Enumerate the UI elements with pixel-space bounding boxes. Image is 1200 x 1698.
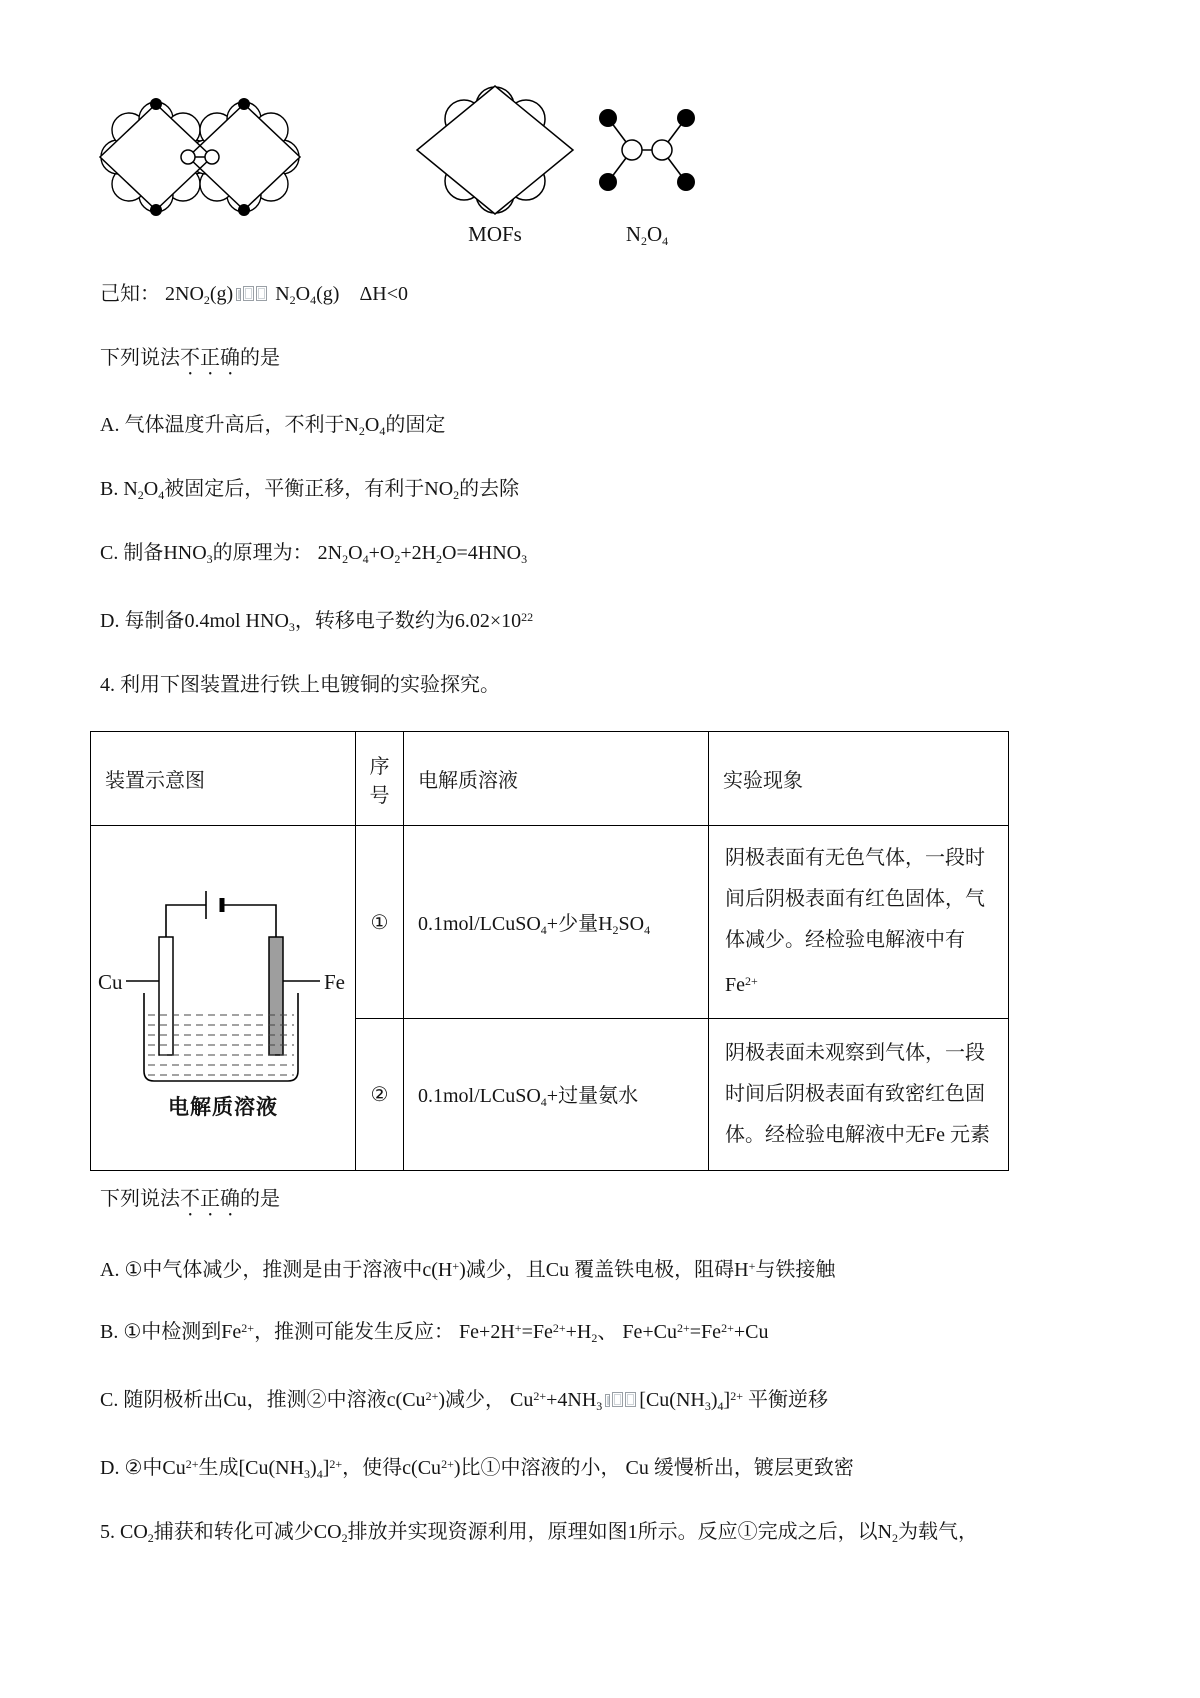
n2o4-bonds [608, 118, 686, 182]
row2-solution: 0.1mol/LCuSO$_4$+过量氨水 [404, 1019, 709, 1171]
header-result: 实验现象 [709, 732, 1009, 826]
q3-stem: 下列说法不正确的是 [100, 347, 280, 369]
row2-result: 阴极表面未观察到气体，一段时间后阴极表面有致密红色固体。经检验电解液中无Fe 元素 [709, 1019, 1009, 1171]
q3-option-d: D. 每制备0.4mol $HNO_3$，转移电子数约为$6.02\times 10^{22}$ [100, 610, 534, 634]
q3-option-c: C. 制备$HNO_3$的原理为： $2N_2O_4+O_2+2H_2O=4HNO_3$ [100, 542, 528, 566]
row2-number: ② [356, 1019, 404, 1171]
q4-option-a: A. ①中气体减少，推测是由于溶液中c(H+)减少，且Cu 覆盖铁电极，阻碍H+与铁接触 [100, 1259, 836, 1281]
row1-number: ① [356, 826, 404, 1019]
solution-label: 电解质溶液 [168, 1095, 278, 1119]
table-header-row [91, 732, 1009, 826]
iron-electrode [269, 937, 283, 1055]
q4-option-d: D. ②中$Cu^{2+}$生成$[Cu(NH_3)_4]^{2+}$，使得$c(Cu^{2+})$比①中溶液的小， Cu 缓慢析出，镀层更致密 [100, 1457, 854, 1481]
electrolysis-diagram [96, 875, 351, 1087]
mof-linked-structure-figure [94, 82, 319, 234]
q4-intro: 4. 利用下图装置进行铁上电镀铜的实验探究。 [100, 674, 500, 696]
molecular-figures [100, 80, 1145, 252]
q4-option-c: C. 随阴极析出Cu，推测②中溶液$c(Cu^{2+})$减少， $Cu^{2+}+4NH_3$ $[Cu(NH_3)_4]^{2+}$ 平衡逆移 [100, 1389, 828, 1413]
header-device: 装置示意图 [91, 732, 356, 826]
q3-option-b: B. $N_2O_4$被固定后，平衡正移，有利于$NO_2$的去除 [100, 478, 520, 502]
row1-solution: 0.1mol/LCuSO$_4$+少量$H_2SO_4$ [404, 826, 709, 1019]
q5-intro: 5. $CO_2$捕获和转化可减少$CO_2$排放并实现资源利用，原理如图1所示。反应①完成之后，以$N_2$为载气， [100, 1521, 979, 1545]
device-diagram-cell [91, 826, 356, 1171]
mofs-and-n2o4-figure [410, 80, 770, 252]
header-number: 序号 [356, 732, 404, 826]
q3-option-a: A. 气体温度升高后，不利于$N_2O_4$的固定 [100, 414, 446, 438]
fe-electrode-label: Fe [323, 970, 345, 994]
given-equation: 己知： $2NO_2(g)$ $N_2O_4(g)$ ΔH<0 [100, 283, 409, 307]
missing-glyph-equilibrium [236, 286, 267, 301]
mofs-n2o4-structure-figure [410, 80, 755, 232]
experiment-table [90, 731, 1009, 1171]
cu-electrode-label: Cu [97, 970, 123, 994]
row1-result: 阴极表面有无色气体，一段时间后阴极表面有红色固体，气体减少。经检验电解液中有$Fe^{2+}$ [709, 826, 1009, 1019]
n2o4-label: $N_2O_4$ [625, 222, 669, 248]
table-row [91, 826, 1009, 1019]
copper-electrode [159, 937, 173, 1055]
q4-option-b: B. ①中检测到$Fe^{2+}$，推测可能发生反应： $Fe+2H^+=Fe^{2+}+H_2$、 $Fe+Cu^{2+}=Fe^{2+}+Cu$ [100, 1321, 769, 1345]
missing-glyph-equilibrium [605, 1392, 636, 1407]
q4-stem: 下列说法不正确的是 [100, 1188, 280, 1210]
mofs-label: MOFs [468, 222, 522, 246]
header-solution: 电解质溶液 [404, 732, 709, 826]
